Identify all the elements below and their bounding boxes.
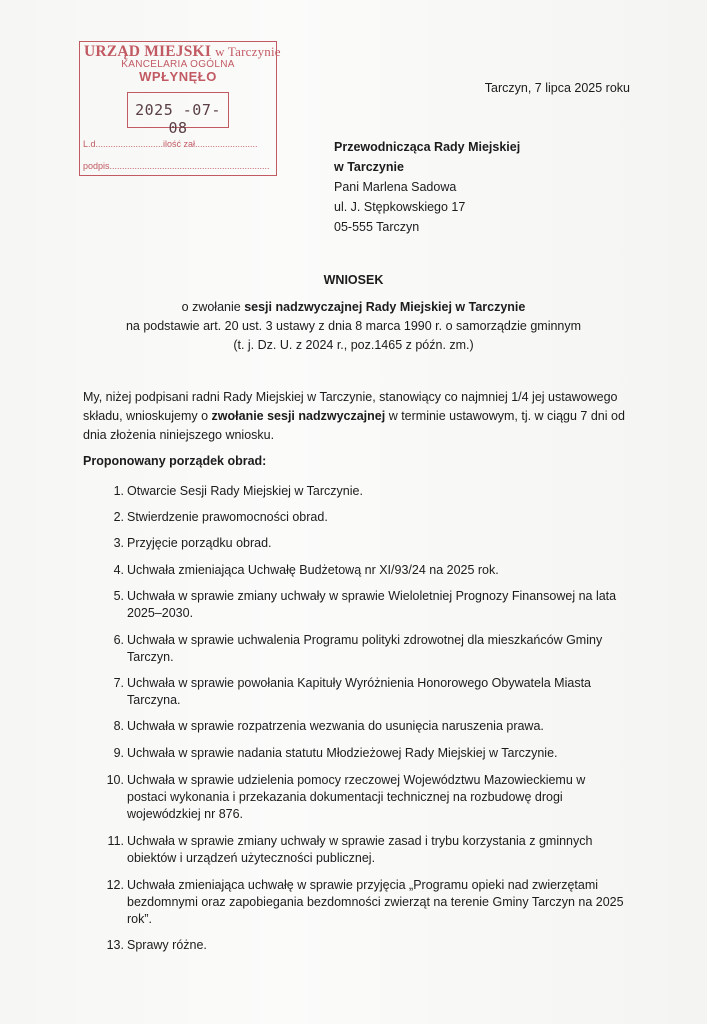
subject-line: (t. j. Dz. U. z 2024 r., poz.1465 z późn. zm.) — [233, 338, 474, 352]
subject-line: o zwołanie sesji nadzwyczajnej Rady Miejskiej w Tarczynie — [181, 300, 526, 314]
intro-paragraph: My, niżej podpisani radni Rady Miejskiej w Tarczynie, stanowiący co najmniej 1/4 jej ustawowego składu, wnioskujemy o zwołanie sesji nadzwyczajnej w terminie ustawowym, tj. w ciągu 7 dni od dnia złożenia niniejszego wniosku. — [83, 390, 625, 442]
addressee-line: w Tarczynie — [334, 160, 404, 174]
stamp-signature-line: podpis................................................................ — [83, 161, 270, 171]
subject-line: na podstawie art. 20 ust. 3 ustawy z dnia 8 marca 1990 r. o samorządzie gminnym — [125, 319, 582, 333]
addressee-block — [334, 137, 520, 237]
document-page: URZĄD MIEJSKI w Tarczynie KANCELARIA OGÓLNA WPŁYNĘŁO 2025 -07- 08 L.d...........................ilość zał......................... podpis................................................................ Tarczyn, 7 lipca 2025 roku Przewodnicząca Rady Miejskiej w Tarczynie Pani Marlena Sadowa ul. J. Stępkowskiego 17 05-555 Tarczyn WNIOSEK o zwołanie sesji nadzwyczajnej Rady Miejskiej w Tarczynie na podstawie art. 20 ust. 3 ustawy z dnia 8 marca 1990 r. o samorządzie gminnym (t. j. Dz. U. z 2024 r., poz.1465 z późn. zm.) My, niżej podpisani radni Rady Miejskiej w Tarczynie, stanowiący co najmniej 1/4 jej ustawowego składu, wnioskujemy o zwołanie sesji nadzwyczajnej w terminie ustawowym, tj. w ciągu 7 dni od dnia złożenia niniejszego wniosku. Proponowany porządek obrad: 1. Otwarcie Sesji Rady Miejskiej w Tarczynie. 2. Stwierdzenie prawomocności obrad. 3. Przyjęcie porządku obrad. 4. Uchwała zmieniająca Uchwałę Budżetową nr XI/93/24 na 2025 rok. 5. Uchwała w sprawie zmiany uchwały w sprawie Wieloletniej Prognozy Finansowej na lata 2025–2030. 6. Uchwała w sprawie uchwalenia Programu polityki zdrowotnej dla mieszkańców Gminy Tarczyn. 7. Uchwała w sprawie powołania Kapituły Wyróżnienia Honorowego Obywatela Miasta Tarczyna. 8. Uchwała w sprawie rozpatrzenia wezwania do usunięcia naruszenia prawa. 9. Uchwała w sprawie nadania statutu Młodzieżowej Rady Miejskiej w Tarczynie. 10. Uchwała w sprawie udzielenia pomocy rzeczowej Województwu Mazowieckiemu w postaci wykonania i przekazania dokumentacji technicznej na rozbudowę drogi wojewódzkiej nr 876. 11. Uchwała w sprawie zmiany uchwały w sprawie zasad i trybu korzystania z gminnych obiektów i urządzeń użyteczności publicznej. 12. Uchwała zmieniająca uchwałę w sprawie przyjęcia „Programu opieki nad zwierzętami bezdomnymi oraz zapobiegania bezdomności zwierząt na terenie Gminy Tarczyn na 2025 rok”. 13. Sprawy różne. — [0, 0, 707, 1024]
stamp-department: KANCELARIA OGÓLNA — [121, 59, 235, 70]
stamp-office-name: URZĄD MIEJSKI w Tarczynie — [84, 43, 281, 60]
stamp-date: 2025 -07- 08 — [135, 101, 221, 137]
document-title: WNIOSEK — [323, 273, 384, 287]
stamp-registry-line: L.d...........................ilość zał......................... — [83, 139, 258, 149]
addressee-line: Przewodnicząca Rady Miejskiej — [334, 140, 521, 154]
agenda-heading: Proponowany porządek obrad: — [83, 454, 267, 468]
stamp-date-box — [127, 92, 229, 137]
stamp-received-label: WPŁYNĘŁO — [139, 69, 217, 84]
addressee-line: ul. J. Stępkowskiego 17 — [334, 200, 466, 214]
document-subject — [0, 298, 707, 355]
received-stamp — [79, 41, 281, 176]
addressee-line: 05-555 Tarczyn — [334, 220, 420, 234]
addressee-line: Pani Marlena Sadowa — [334, 180, 457, 194]
place-date: Tarczyn, 7 lipca 2025 roku — [484, 81, 630, 95]
